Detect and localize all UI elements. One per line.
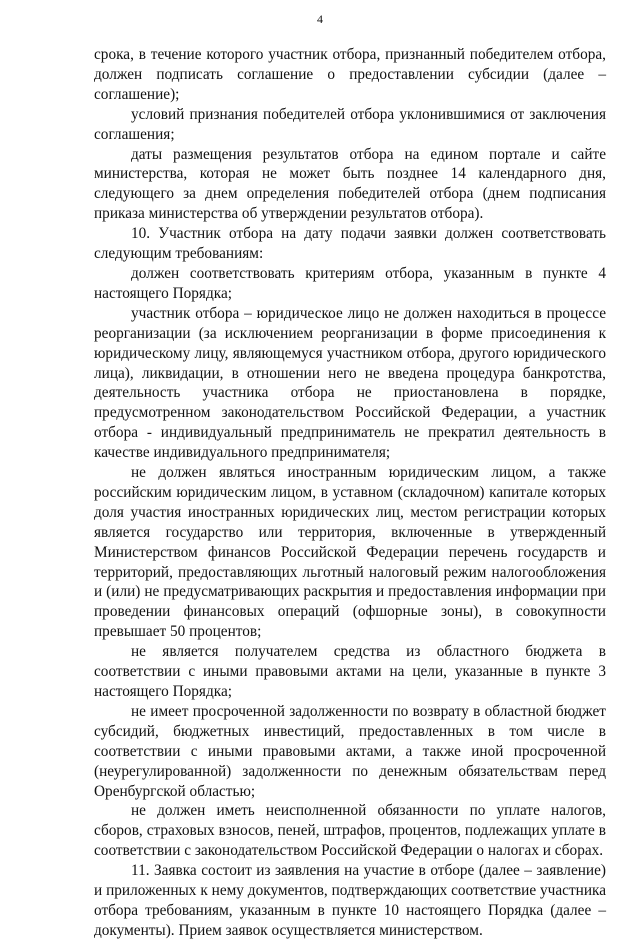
paragraph-3: даты размещения результатов отбора на едином портале и сайте министерства, которая не может быть позднее 14 календарного дня, следующего за днем определения победителей отбора (днем подписания приказа министерства об утверждении результатов отбора). [94,145,606,223]
paragraph-7: не должен являться иностранным юридическим лицом, а также российским юридическим лицом, в уставном (складочном) капитале которых доля участия иностранных юридических лиц, местом регистрации которых является государство или территория, включенные в утвержденный Министерством финансов Российской Федерации перечень государств и территорий, предоставляющих льготный налоговый режим налогообложения и (или) не предусматривающих раскрытия и предоставления информации при проведении финансовых операций (офшорные зоны), в совокупности превышает 50 процентов; [94,464,606,641]
paragraph-1: срока, в течение которого участник отбора, признанный победителем отбора, должен подписать соглашение о предоставлении субсидии (далее – соглашение); [94,46,606,103]
paragraph-4: 10. Участник отбора на дату подачи заявки должен соответствовать следующим требованиям: [94,225,606,263]
paragraph-10: не должен иметь неисполненной обязанности по уплате налогов, сборов, страховых взносов, пеней, штрафов, процентов, подлежащих уплате в соответствии с законодательством Российской Федерации о налогах и сборах. [94,802,606,860]
paragraph-6: участник отбора – юридическое лицо не должен находиться в процессе реорганизации (за исключением реорганизации в форме присоединения к юридическому лицу, являющемуся участником отбора, другого юридического лица), ликвидации, в отношении него не введена процедура банкротства, деятельность участника отбора не приостановлена в порядке, предусмотренном законодательством Российской Федерации, а участник отбора - индивидуальный предприниматель не прекратил деятельность в качестве индивидуального предпринимателя; [94,304,606,462]
page-number: 4 [317,12,323,26]
paragraph-8: не является получателем средства из областного бюджета в соответствии с иными правовыми актами на цели, указанные в пункте 3 настоящего Порядка; [94,643,606,700]
paragraph-2: условий признания победителей отбора уклонившимися от заключения соглашения; [94,105,606,143]
paragraph-11: 11. Заявка состоит из заявления на участие в отборе (далее – заявление) и приложенных к нему документов, подтверждающих соответствие участника отбора требованиям, указанным в пункте 10 настоящего Порядка (далее – документы). Прием заявок осуществляется министерством. [94,862,606,939]
document-body [94,45,606,941]
paragraph-9: не имеет просроченной задолженности по возврату в областной бюджет субсидий, бюджетных инвестиций, предоставленных в том числе в соответствии с иными правовыми актами, а также иной просроченной (неурегулированной) задолженности по денежным обязательствам перед Оренбургской областью; [94,702,606,800]
paragraph-5: должен соответствовать критериям отбора, указанным в пункте 4 настоящего Порядка; [94,264,606,302]
